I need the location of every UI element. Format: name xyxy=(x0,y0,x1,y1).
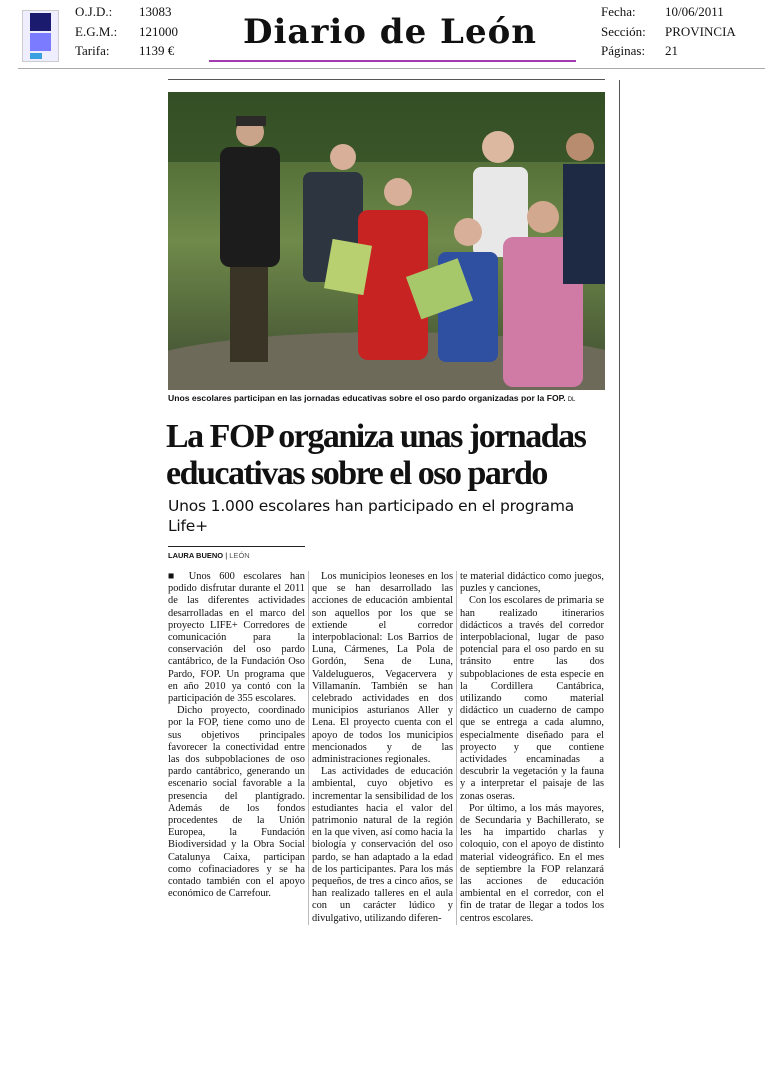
photo-caption xyxy=(168,393,575,403)
newspaper-masthead: Diario de León xyxy=(243,12,537,52)
caption-text: Unos escolares participan en las jornadas educativas sobre el oso pardo organizadas por la FOP. xyxy=(168,393,566,403)
fecha-label: Fecha: xyxy=(601,4,636,19)
paragraph: Por último, a los más mayores, de Secundaria y Bachillerato, se les ha impartido charlas y coloquio, con el apoyo de distinto material videográfico. En el mes de septiembre la FOP relanzará las acciones de educación ambiental en el corredor, con el fin de tratar de llegar a todos los centros escolares. xyxy=(460,802,604,924)
publication-info xyxy=(601,2,736,61)
tarifa-value: 1139 € xyxy=(139,43,175,58)
paragraph: Las actividades de educación ambiental, cuyo objetivo es incrementar la sensibilidad de los estudiantes hacia el valor del patrimonio natural de la región en la que viven, así como hacia la biología y conservación del oso pardo, se han adaptado a la edad de los participantes. Para los más pequeños, de tres a cinco años, se han realizado talleres en el aula con un carácter lúdico y divulgativo, utilizando diferen- xyxy=(312,766,453,924)
article-column-1 xyxy=(168,571,305,925)
article-column-3 xyxy=(460,571,604,925)
fecha-value: 10/06/2011 xyxy=(665,4,724,19)
seccion-label: Sección: xyxy=(601,23,646,39)
paragraph: ■ Unos 600 escolares han podido disfrutar durante el 2011 de las diferentes actividades desarrolladas en el marco del proyecto LIFE+ Corredores de comunicación para la conservación del oso pardo cantábrico, de la Fundación Oso Pardo, FOP. Un programa que en año 2010 ya contó con la participación de 355 escolares. xyxy=(168,571,305,705)
masthead-underline xyxy=(209,60,576,62)
ojd-label: O.J.D.: xyxy=(75,4,113,19)
header-divider xyxy=(18,68,765,69)
byline-location: LEÓN xyxy=(229,551,250,560)
paragraph: te material didáctico como juegos, puzles y canciones, xyxy=(460,571,604,595)
article-top-rule xyxy=(168,79,605,80)
article-columns xyxy=(168,571,611,925)
article-body xyxy=(166,418,611,925)
article-headline: La FOP organiza unas jornadas educativas sobre el oso pardo xyxy=(166,418,586,492)
paragraph: Con los escolares de primaria se han realizado itinerarios didácticos a través del corredor interpoblacional, lugar de paso potencial para el oso pardo en su tránsito entre las dos subpoblaciones de esta especie en la Cordillera Cantábrica, utilizando como material didáctico un cuaderno de campo que se entrega a cada alumno, especialmente diseñado para el proyecto y que contiene actividades encaminadas a descubrir la vegetación y la fauna y a interpretar el paisaje de las zonas oseras. xyxy=(460,595,604,802)
paginas-value: 21 xyxy=(665,43,678,58)
article-column-2 xyxy=(312,571,453,925)
egm-value: 121000 xyxy=(139,23,178,39)
paragraph: Dicho proyecto, coordinado por la FOP, tiene como uno de sus objetivos principales favorecer la conectividad entre las dos subpoblaciones de oso pardo cantábrico, generando un escenario social favorable a la presencia del plantígrado. Además de los fondos procedentes de la Unión Europea, la Fundación Biodiversidad y la Obra Social Catalunya Caixa, participan como cofinaciadores y se ha contado también con el apoyo económico de Carrefour. xyxy=(168,705,305,900)
egm-label: E.G.M.: xyxy=(75,23,118,39)
author-name: LAURA BUENO xyxy=(168,551,224,560)
tarifa-label: Tarifa: xyxy=(75,43,110,58)
article-photo xyxy=(168,92,605,390)
article-subheadline: Unos 1.000 escolares han participado en el programa Life+ xyxy=(168,497,575,535)
paragraph: Los municipios leoneses en los que se han desarrollado las acciones de educación ambiental son aquellos por los que se extiende el corredor interpoblacional: Los Barrios de Luna, Cármenes, La Pola de Gordón, Sena de Luna, Valdelugueros, Vegacervera y Villamanín. También se han celebrado actividades en dos municipios asturianos Aller y Lena. El proyecto cuenta con el apoyo de todos los municipios mencionados y de las administraciones regionales. xyxy=(312,571,453,766)
seccion-value: PROVINCIA xyxy=(665,23,736,39)
article-side-rule xyxy=(619,80,620,848)
media-stats xyxy=(75,2,178,61)
column-separator xyxy=(308,571,309,925)
ojd-value: 13083 xyxy=(139,4,172,19)
byline-block xyxy=(168,546,305,561)
column-separator xyxy=(456,571,457,925)
paginas-label: Páginas: xyxy=(601,43,646,58)
clipping-thumbnail-icon xyxy=(22,10,59,62)
byline: LAURA BUENO | LEÓN xyxy=(168,551,250,560)
photo-credit: DL xyxy=(567,397,576,403)
